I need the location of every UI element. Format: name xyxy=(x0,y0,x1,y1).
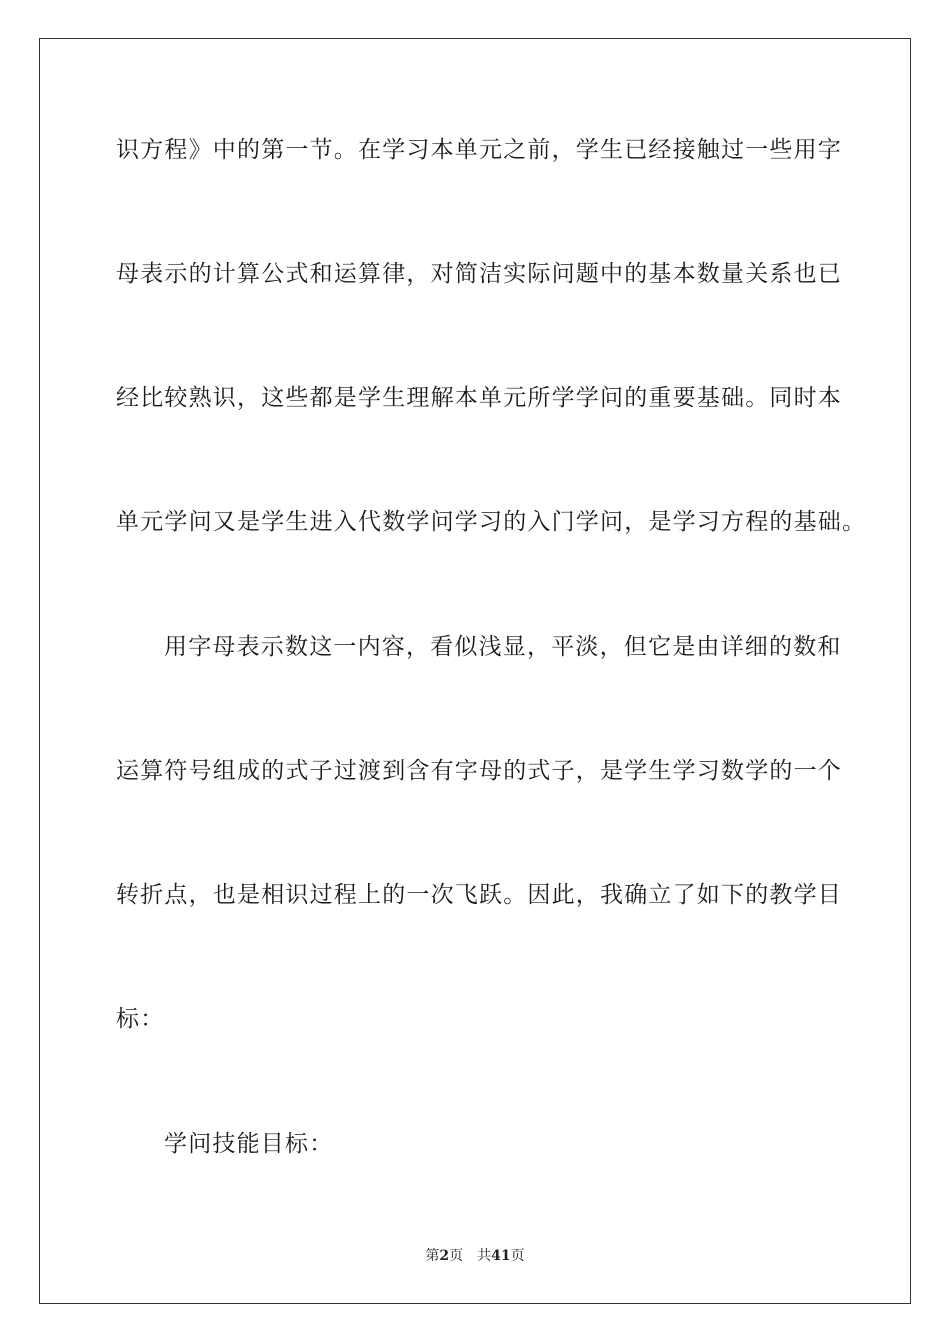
total-pages: 41 xyxy=(491,1248,511,1264)
total-suffix: 页 xyxy=(510,1248,525,1264)
page-suffix: 页 xyxy=(449,1248,464,1264)
page-frame xyxy=(39,38,911,1304)
page-footer xyxy=(0,1246,950,1266)
text-line: 转折点，也是相识过程上的一次飞跃。因此，我确立了如下的教学目 xyxy=(116,882,842,908)
section-heading: 学问技能目标： xyxy=(164,1131,334,1157)
text-line: 母表示的计算公式和运算律，对简洁实际问题中的基本数量关系也已 xyxy=(116,261,842,287)
text-line: 识方程》中的第一节。在学习本单元之前，学生已经接触过一些用字 xyxy=(116,137,842,163)
text-line: 经比较熟识，这些都是学生理解本单元所学学问的重要基础。同时本 xyxy=(116,385,842,411)
text-line: 标： xyxy=(116,1006,165,1032)
total-prefix: 共 xyxy=(477,1248,492,1264)
text-line: 单元学问又是学生进入代数学问学习的入门学问，是学习方程的基础。 xyxy=(116,509,867,535)
page-number: 2 xyxy=(439,1248,450,1264)
text-line: 用字母表示数这一内容，看似浅显，平淡，但它是由详细的数和 xyxy=(164,634,842,660)
page-prefix: 第 xyxy=(425,1248,440,1264)
text-line: 运算符号组成的式子过渡到含有字母的式子，是学生学习数学的一个 xyxy=(116,758,842,784)
